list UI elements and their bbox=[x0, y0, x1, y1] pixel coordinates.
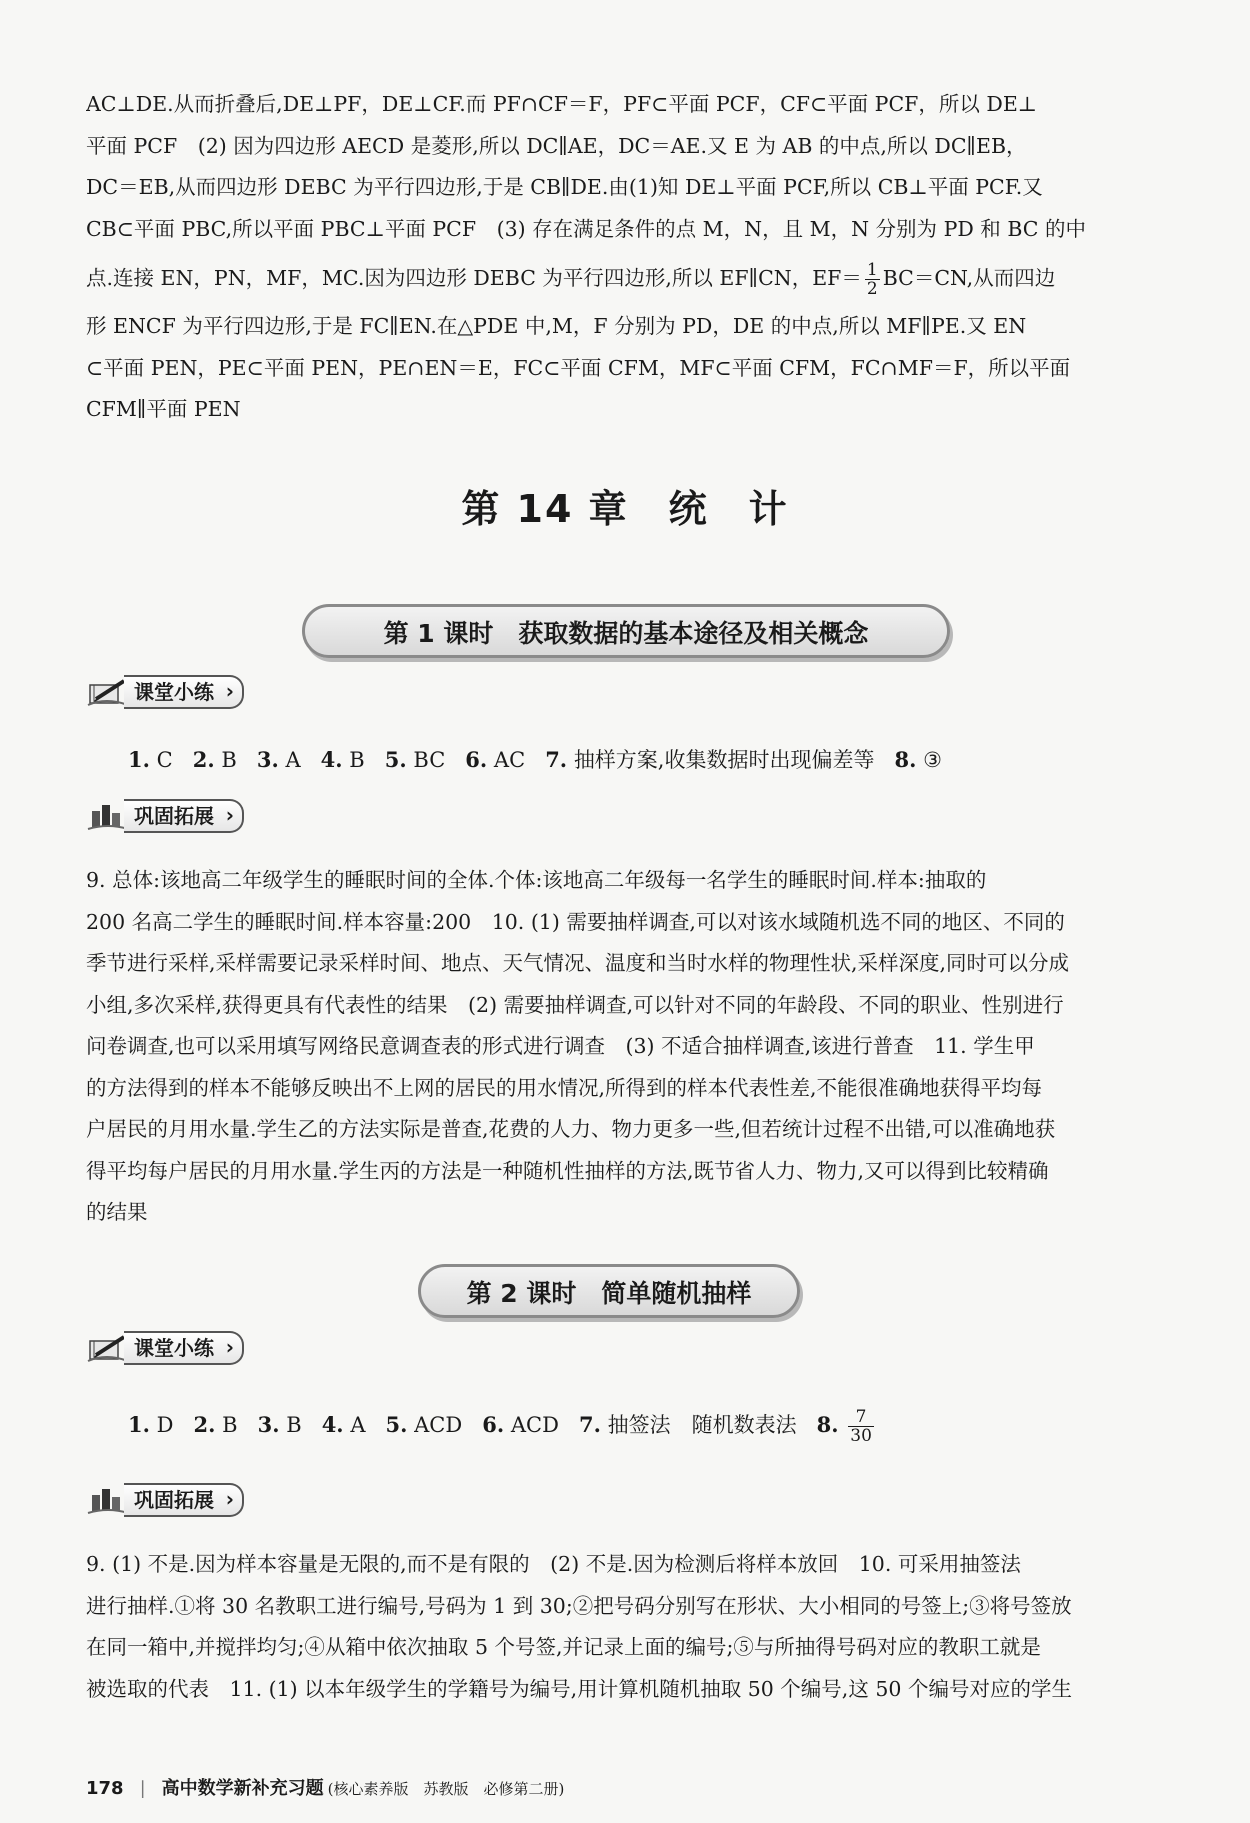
answer-number: 4. bbox=[320, 747, 343, 772]
lesson-2-extend-answers bbox=[86, 1544, 1146, 1710]
text-line: 户居民的月用水量.学生乙的方法实际是普查,花费的人力、物力更多一些,但若统计过程不出错,可以准确地获 bbox=[86, 1117, 1056, 1141]
answer-number: 1. bbox=[128, 1412, 150, 1437]
practice-label: 课堂小练 › bbox=[124, 675, 244, 709]
text-line-with-fraction bbox=[86, 250, 1146, 306]
answer-number: 6. bbox=[482, 1412, 505, 1437]
answer-value: C bbox=[156, 748, 173, 772]
text-segment: BC＝CN,从而四边 bbox=[882, 266, 1056, 290]
fraction-denominator: 30 bbox=[850, 1426, 872, 1446]
lesson-1-practice-answers bbox=[128, 744, 942, 774]
answer-number: 3. bbox=[256, 747, 279, 772]
footer-divider: | bbox=[139, 1778, 146, 1799]
lesson-2-title: 第 2 课时 简单随机抽样 bbox=[418, 1264, 800, 1318]
practice-label: 课堂小练 › bbox=[124, 1331, 244, 1365]
answer-value: B bbox=[349, 748, 365, 772]
text-line: 进行抽样.①将 30 名教职工进行编号,号码为 1 到 30;②把号码分别写在形状、大小相同的号签上;③将号签放 bbox=[86, 1593, 1072, 1618]
practice-tag-lesson-1 bbox=[86, 676, 244, 708]
lesson-2-practice-answers bbox=[128, 1408, 877, 1445]
answer-value: B bbox=[222, 1413, 238, 1437]
text-line: 被选取的代表 11. (1) 以本年级学生的学籍号为编号,用计算机随机抽取 50 个编号,这 50 个编号对应的学生 bbox=[86, 1676, 1072, 1701]
text-line: 季节进行采样,采样需要记录采样时间、地点、天气情况、温度和当时水样的物理性状,采样深度,同时可以分成 bbox=[86, 951, 1070, 975]
text-line: 的方法得到的样本不能够反映出不上网的居民的用水情况,所得到的样本代表性差,不能很准确地获得平均每 bbox=[86, 1075, 1043, 1100]
answer-number: 7. bbox=[545, 747, 568, 772]
answer-number: 8. bbox=[894, 747, 917, 772]
answer-number: 7. bbox=[578, 1412, 601, 1437]
answer-value: A bbox=[285, 748, 301, 772]
answer-value: D bbox=[156, 1413, 174, 1437]
answer-value: AC bbox=[493, 748, 526, 772]
answer-value: 抽签法 随机数表法 bbox=[607, 1413, 797, 1437]
fraction-numerator: 1 bbox=[866, 260, 878, 280]
answer-number: 6. bbox=[465, 747, 488, 772]
answer-number: 2. bbox=[193, 1412, 216, 1437]
lesson-1-title: 第 1 课时 获取数据的基本途径及相关概念 bbox=[302, 604, 950, 658]
text-line: 问卷调查,也可以采用填写网络民意调查表的形式进行调查 (3) 不适合抽样调查,该进行普查 11. 学生甲 bbox=[86, 1034, 1035, 1058]
text-line: CB⊂平面 PBC,所以平面 PBC⊥平面 PCF (3) 存在满足条件的点 M，N，且 M，N 分别为 PD 和 BC 的中 bbox=[86, 216, 1086, 241]
page-footer bbox=[86, 1774, 564, 1800]
answer-value: BC bbox=[413, 748, 446, 772]
text-line: 9. 总体:该地高二年级学生的睡眠时间的全体.个体:该地高二年级每一名学生的睡眠时间.样本:抽取的 bbox=[86, 868, 987, 892]
text-line: DC＝EB,从而四边形 DEBC 为平行四边形,于是 CB∥DE.由(1)知 DE⊥平面 PCF,所以 CB⊥平面 PCF.又 bbox=[86, 175, 1043, 199]
extend-label: 巩固拓展 › bbox=[124, 1483, 244, 1517]
answer-value: 抽样方案,收集数据时出现偏差等 bbox=[573, 748, 875, 772]
answer-number: 5. bbox=[384, 747, 407, 772]
continued-answer-paragraph bbox=[86, 84, 1146, 431]
answer-value: B bbox=[221, 748, 237, 772]
practice-tag-lesson-2 bbox=[86, 1332, 244, 1364]
answer-value: ACD bbox=[414, 1413, 463, 1437]
answer-number: 3. bbox=[257, 1412, 280, 1437]
text-segment: 点.连接 EN，PN，MF，MC.因为四边形 DEBC 为平行四边形,所以 EF∥CN，EF＝ bbox=[86, 266, 862, 290]
fraction-denominator: 2 bbox=[866, 279, 878, 299]
fraction-one-half bbox=[865, 261, 880, 298]
lesson-1-extend-answers bbox=[86, 860, 1146, 1234]
text-line: 200 名高二学生的睡眠时间.样本容量:200 10. (1) 需要抽样调查,可以对该水域随机选不同的地区、不同的 bbox=[86, 909, 1065, 934]
text-line: ⊂平面 PEN，PE⊂平面 PEN，PE∩EN＝E，FC⊂平面 CFM，MF⊂平面 CFM，FC∩MF＝F，所以平面 bbox=[86, 355, 1071, 380]
answer-number: 2. bbox=[192, 747, 215, 772]
text-line: 平面 PCF (2) 因为四边形 AECD 是菱形,所以 DC∥AE，DC＝AE.又 E 为 AB 的中点,所以 DC∥EB， bbox=[86, 133, 1027, 158]
extend-tag-lesson-1 bbox=[86, 800, 244, 832]
text-line: 的结果 bbox=[86, 1200, 148, 1224]
text-line: 在同一箱中,并搅拌均匀;④从箱中依次抽取 5 个号签,并记录上面的编号;⑤与所抽得号码对应的教职工就是 bbox=[86, 1635, 1041, 1659]
text-line: 小组,多次采样,获得更具有代表性的结果 (2) 需要抽样调查,可以针对不同的年龄段、不同的职业、性别进行 bbox=[86, 992, 1064, 1017]
book-subtitle: (核心素养版 苏教版 必修第二册) bbox=[327, 1780, 565, 1798]
answer-value: A bbox=[350, 1413, 366, 1437]
book-title: 高中数学新补充习题 bbox=[161, 1778, 324, 1799]
answer-number: 1. bbox=[128, 747, 150, 772]
answer-number: 8. bbox=[816, 1412, 839, 1437]
text-line: 形 ENCF 为平行四边形,于是 FC∥EN.在△PDE 中,M，F 分别为 PD，DE 的中点,所以 MF∥PE.又 EN bbox=[86, 314, 1027, 338]
chapter-title: 第 14 章 统 计 bbox=[461, 487, 789, 531]
answer-number: 4. bbox=[321, 1412, 344, 1437]
answer-value: ③ bbox=[923, 748, 942, 772]
answer-value: B bbox=[286, 1413, 302, 1437]
answer-value: ACD bbox=[510, 1413, 559, 1437]
text-line: 9. (1) 不是.因为样本容量是无限的,而不是有限的 (2) 不是.因为检测后将样本放回 10. 可采用抽签法 bbox=[86, 1552, 1021, 1576]
fraction-numerator: 7 bbox=[848, 1408, 874, 1427]
text-line: AC⊥DE.从而折叠后,DE⊥PF，DE⊥CF.而 PF∩CF＝F，PF⊂平面 PCF，CF⊂平面 PCF，所以 DE⊥ bbox=[86, 92, 1038, 116]
text-line: CFM∥平面 PEN bbox=[86, 397, 241, 421]
extend-tag-lesson-2 bbox=[86, 1484, 244, 1516]
text-line: 得平均每户居民的月用水量.学生丙的方法是一种随机性抽样的方法,既节省人力、物力,又可以得到比较精确 bbox=[86, 1158, 1049, 1183]
fraction-seven-thirtieths bbox=[848, 1408, 874, 1445]
page-number: 178 bbox=[86, 1778, 124, 1799]
extend-label: 巩固拓展 › bbox=[124, 799, 244, 833]
answer-number: 5. bbox=[385, 1412, 408, 1437]
